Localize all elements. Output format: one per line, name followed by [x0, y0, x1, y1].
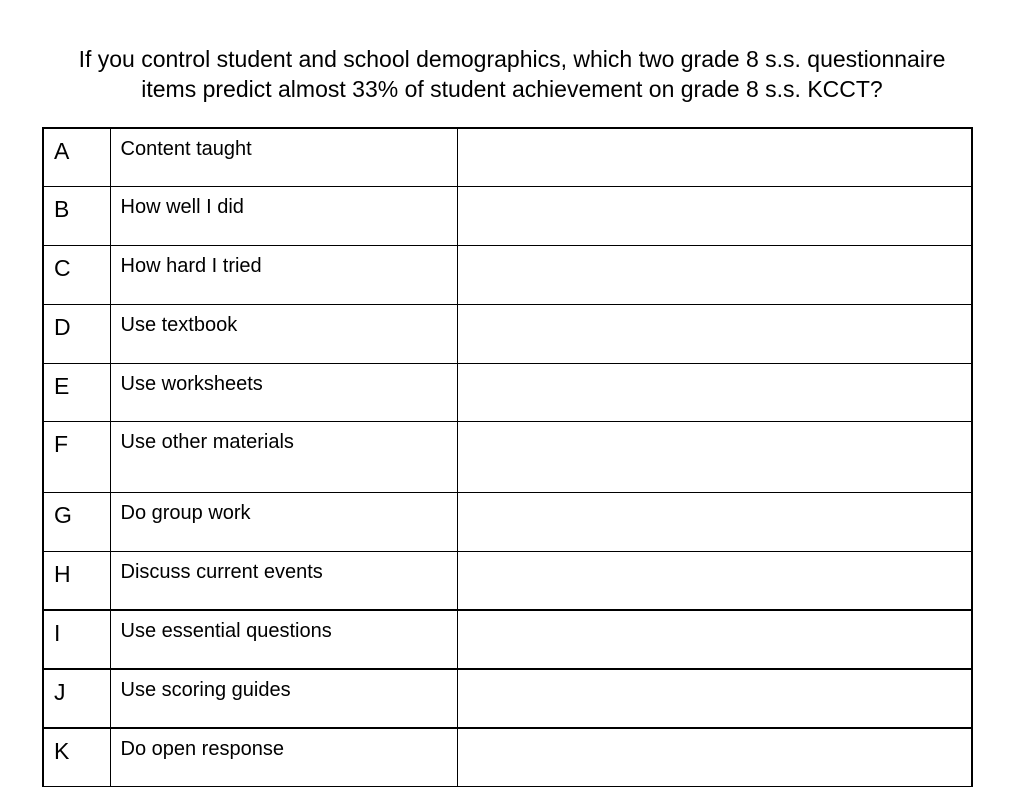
- item-label: Content taught: [110, 128, 457, 187]
- table-row: [43, 422, 972, 493]
- item-answer-cell: [457, 187, 972, 246]
- item-answer-cell: [457, 669, 972, 728]
- item-label: How hard I tried: [110, 246, 457, 305]
- item-label: Discuss current events: [110, 551, 457, 610]
- table-row: [43, 363, 972, 422]
- item-letter: K: [43, 728, 110, 787]
- item-letter: A: [43, 128, 110, 187]
- item-label: Use worksheets: [110, 363, 457, 422]
- item-letter: I: [43, 610, 110, 669]
- item-label: Use scoring guides: [110, 669, 457, 728]
- table-row: [43, 551, 972, 610]
- item-label: Do group work: [110, 493, 457, 552]
- slide-title: [0, 44, 1024, 104]
- item-label: Use other materials: [110, 422, 457, 493]
- item-label: Use textbook: [110, 304, 457, 363]
- title-line-2: items predict almost 33% of student achievement on grade 8 s.s. KCCT?: [141, 76, 883, 102]
- item-letter: D: [43, 304, 110, 363]
- table-row: [43, 610, 972, 669]
- table-row: [43, 187, 972, 246]
- item-label: Do open response: [110, 728, 457, 787]
- item-answer-cell: [457, 363, 972, 422]
- item-answer-cell: [457, 422, 972, 493]
- table-row: [43, 493, 972, 552]
- table-row: [43, 304, 972, 363]
- item-letter: C: [43, 246, 110, 305]
- item-answer-cell: [457, 304, 972, 363]
- questionnaire-items-table: [42, 127, 973, 787]
- table-row: [43, 128, 972, 187]
- table-row: [43, 728, 972, 787]
- table-row: [43, 669, 972, 728]
- item-letter: G: [43, 493, 110, 552]
- item-letter: F: [43, 422, 110, 493]
- item-label: How well I did: [110, 187, 457, 246]
- item-letter: B: [43, 187, 110, 246]
- item-answer-cell: [457, 728, 972, 787]
- item-letter: H: [43, 551, 110, 610]
- title-line-1: If you control student and school demographics, which two grade 8 s.s. questionnaire: [78, 46, 946, 72]
- item-letter: J: [43, 669, 110, 728]
- item-answer-cell: [457, 128, 972, 187]
- item-letter: E: [43, 363, 110, 422]
- item-answer-cell: [457, 610, 972, 669]
- table-row: [43, 246, 972, 305]
- item-answer-cell: [457, 551, 972, 610]
- item-answer-cell: [457, 246, 972, 305]
- item-label: Use essential questions: [110, 610, 457, 669]
- item-answer-cell: [457, 493, 972, 552]
